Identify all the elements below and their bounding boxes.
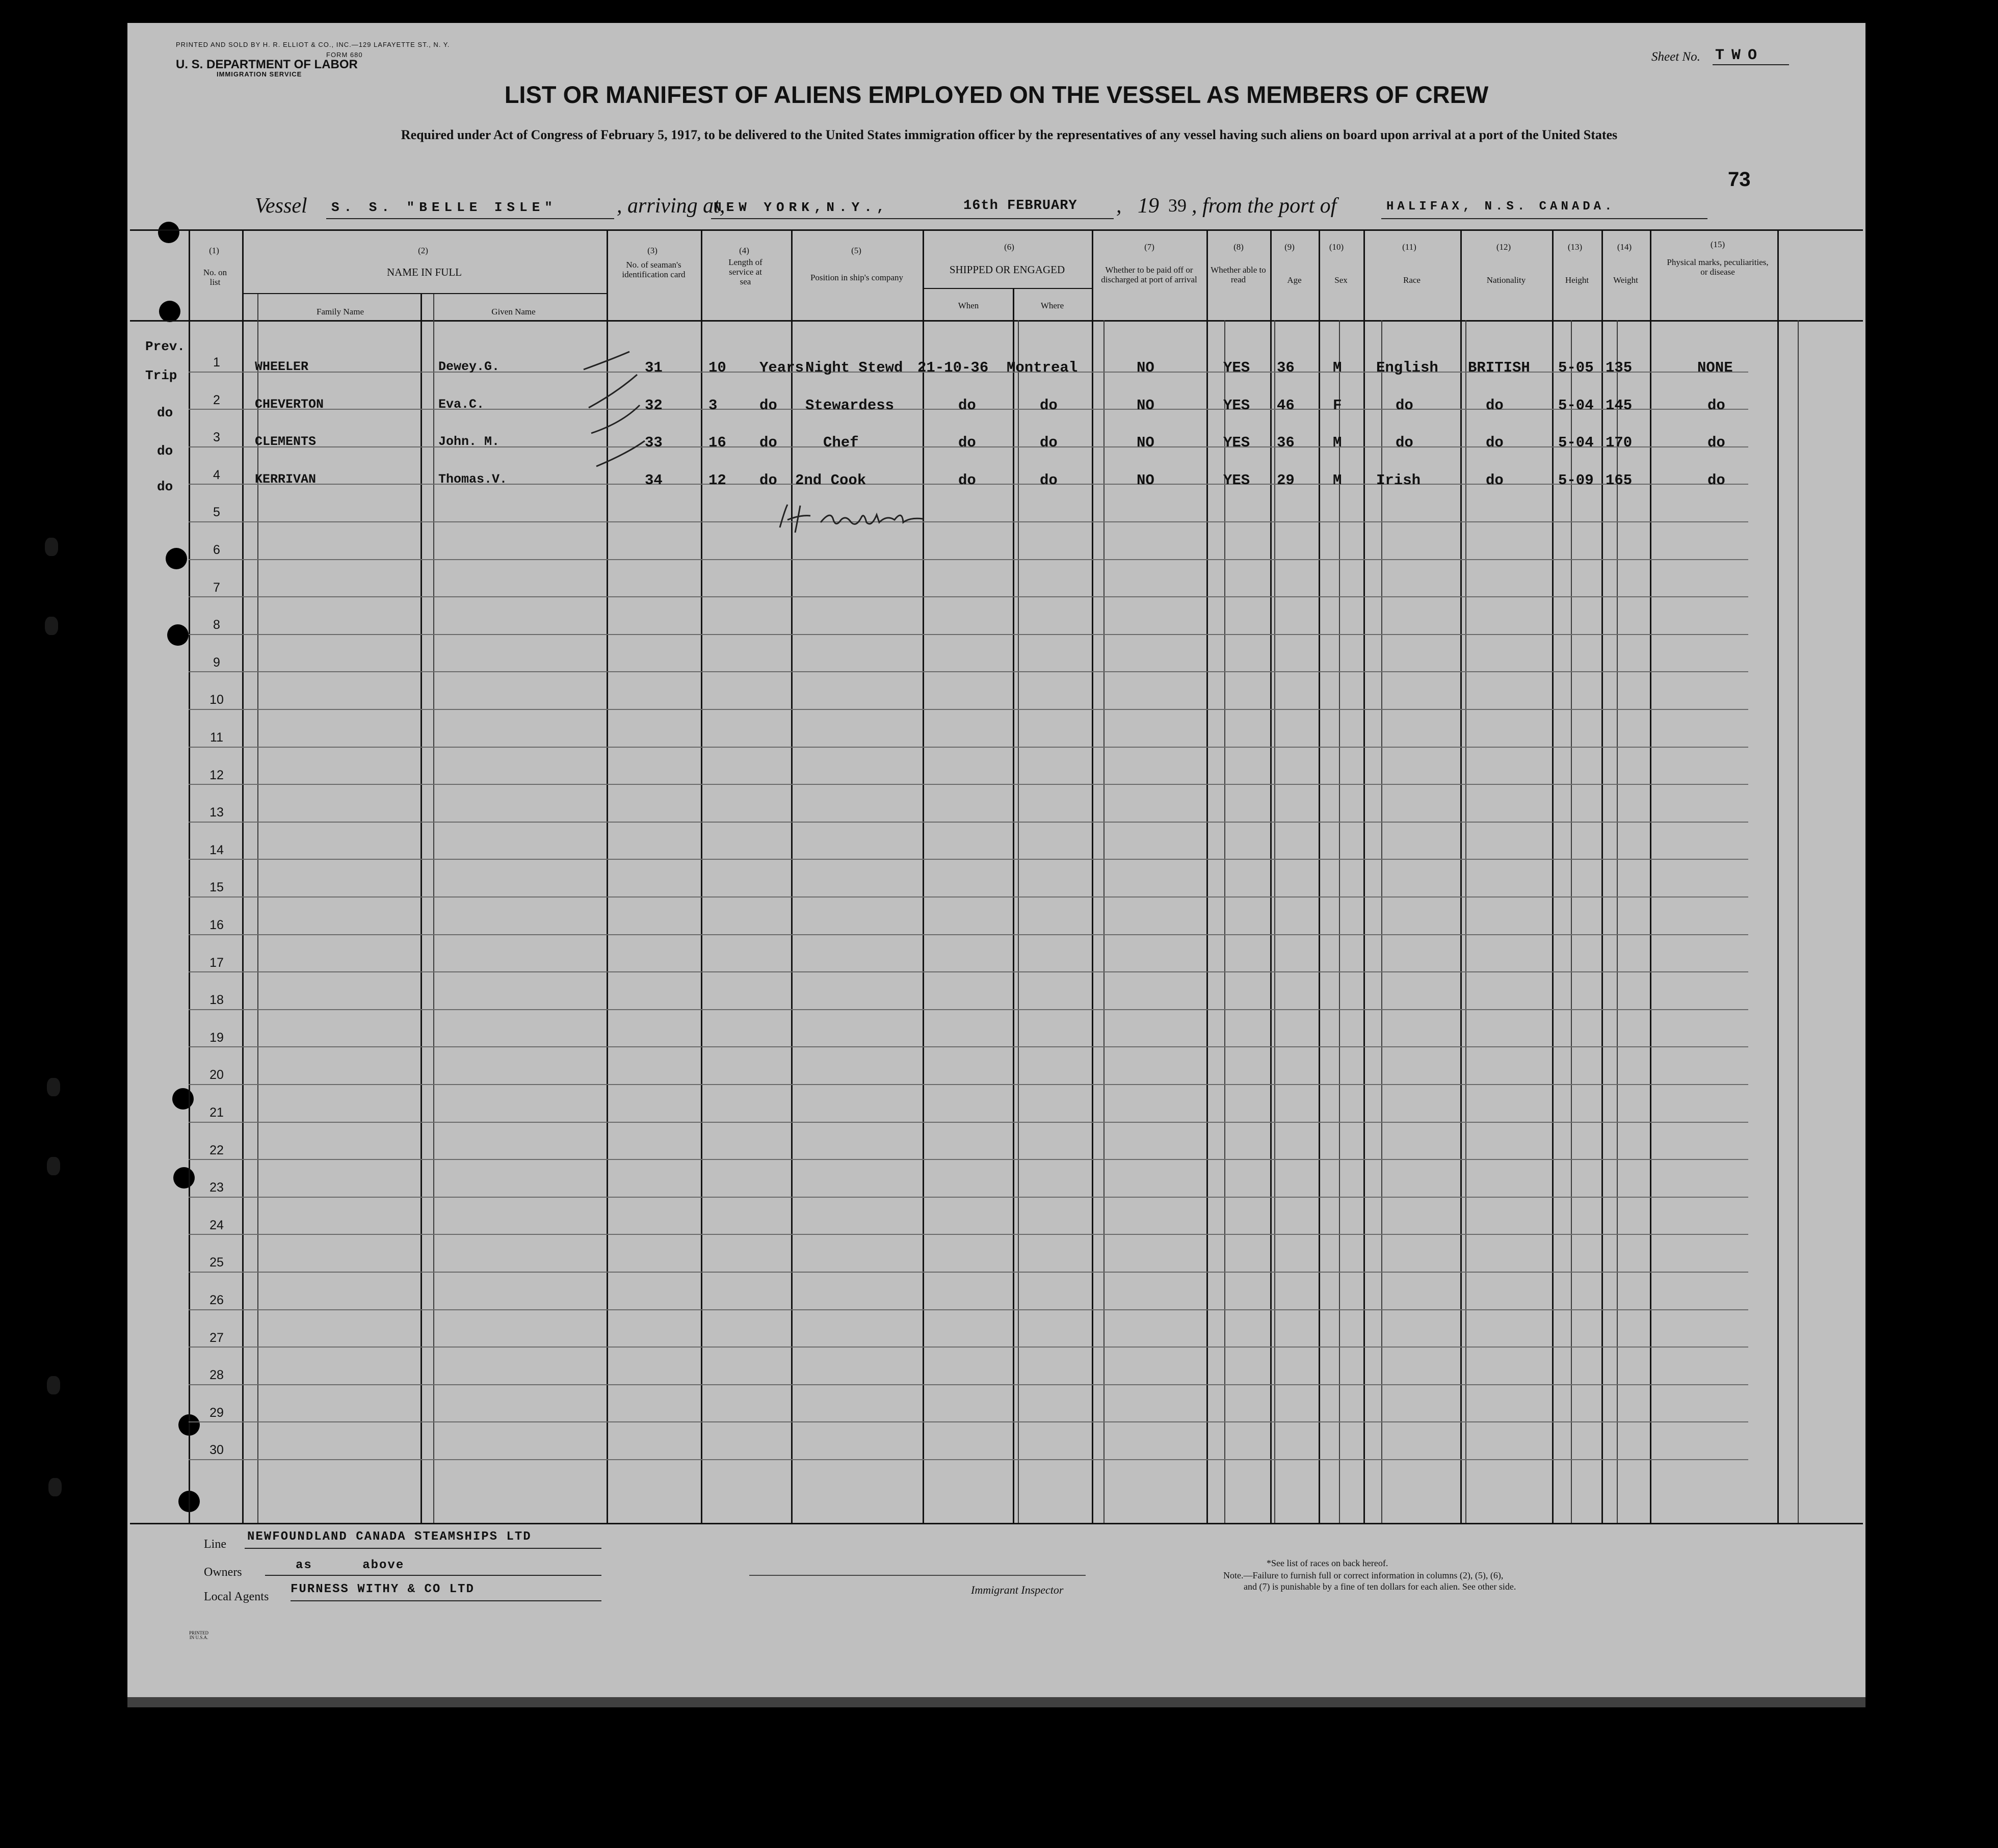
header-no-on-list: No. on list — [203, 268, 227, 287]
row-number: 2 — [213, 393, 220, 407]
row-number: 12 — [209, 768, 224, 782]
row-number: 1 — [213, 355, 220, 369]
header-weight: Weight — [1613, 275, 1638, 285]
row-number: 25 — [209, 1255, 224, 1270]
position-cell: Chef — [823, 434, 859, 451]
vessel-label: Vessel — [255, 194, 307, 218]
column-divider — [1103, 320, 1105, 1523]
able-to-read-cell: YES — [1223, 397, 1250, 414]
shipped-where-cell: do — [1040, 472, 1058, 489]
prev-trip-note: do — [157, 405, 173, 420]
immigrant-inspector-label: Immigrant Inspector — [971, 1583, 1064, 1596]
punch-hole — [166, 548, 187, 569]
row-number: 30 — [209, 1443, 224, 1457]
row-rule — [189, 971, 1748, 972]
service-length-cell: 10 — [708, 359, 726, 376]
column-number: (4) — [739, 246, 749, 255]
header-position: Position in ship's company — [810, 273, 904, 282]
weight-cell: 165 — [1606, 472, 1633, 489]
race-cell: Irish — [1376, 472, 1421, 489]
column-number: (2) — [418, 246, 428, 255]
column-divider — [1617, 320, 1618, 1523]
column-number: (10) — [1329, 242, 1344, 252]
header-age: Age — [1287, 275, 1302, 285]
able-to-read-cell: YES — [1223, 472, 1250, 489]
age-cell: 36 — [1277, 359, 1295, 376]
line-label: Line — [204, 1538, 226, 1551]
punch-hole — [167, 624, 189, 646]
physical-marks-cell: do — [1707, 434, 1725, 451]
physical-marks-cell: NONE — [1697, 359, 1733, 376]
punch-hole — [45, 538, 58, 556]
header-family-name: Family Name — [316, 307, 364, 316]
column-divider — [1460, 229, 1462, 1523]
from-label: , from the port of — [1192, 194, 1337, 218]
column-number: (9) — [1284, 242, 1295, 252]
column-divider — [242, 229, 244, 1523]
column-divider — [1552, 229, 1554, 1523]
weight-cell: 170 — [1606, 434, 1633, 451]
column-divider — [1650, 229, 1651, 1523]
department-name: U. S. DEPARTMENT OF LABOR — [176, 58, 358, 71]
owners-underline — [265, 1575, 601, 1576]
shipped-header-divider — [923, 288, 1092, 289]
column-number: (6) — [1004, 242, 1014, 252]
given-name-cell: Thomas.V. — [438, 472, 508, 487]
position-cell: Night Stewd — [805, 359, 903, 376]
row-rule — [189, 1122, 1748, 1123]
inspector-signature-line — [749, 1575, 1086, 1576]
paid-off-cell: NO — [1137, 397, 1154, 414]
punch-hole — [48, 1478, 62, 1496]
sheet-label: Sheet No. — [1651, 50, 1700, 64]
header-able-read: Whether able to read — [1211, 265, 1266, 284]
header-nationality: Nationality — [1486, 275, 1526, 285]
column-number: (11) — [1402, 242, 1416, 252]
column-number: (14) — [1617, 242, 1632, 252]
seaman-card-cell: 31 — [645, 359, 663, 376]
weight-cell: 145 — [1606, 397, 1633, 414]
row-rule — [189, 671, 1748, 672]
row-rule — [189, 747, 1748, 748]
row-number: 3 — [213, 430, 220, 444]
column-divider — [1381, 320, 1382, 1523]
local-agents-value: FURNESS WITHY & CO LTD — [291, 1582, 475, 1596]
given-name-cell: John. M. — [438, 434, 500, 449]
name-header-divider — [242, 293, 607, 294]
column-divider — [1018, 320, 1019, 1523]
row-number: 17 — [209, 956, 224, 970]
position-cell: 2nd Cook — [795, 472, 866, 489]
row-number: 5 — [213, 505, 220, 519]
column-divider — [1013, 288, 1014, 1523]
column-divider — [1363, 229, 1365, 1523]
row-rule — [189, 1197, 1748, 1198]
column-divider — [1274, 320, 1275, 1523]
height-cell: 5-09 — [1558, 472, 1594, 489]
sex-cell: M — [1333, 434, 1342, 451]
table-header-bottom — [130, 320, 1863, 322]
inspector-signature — [770, 499, 933, 540]
family-name-cell: CHEVERTON — [255, 397, 324, 412]
able-to-read-cell: YES — [1223, 434, 1250, 451]
row-rule — [189, 896, 1748, 897]
table-top-border — [130, 229, 1863, 231]
service-unit-cell: do — [759, 434, 777, 451]
row-rule — [189, 1046, 1748, 1047]
table-bottom-border — [130, 1523, 1863, 1524]
paper-shadow — [127, 1697, 1865, 1707]
service-unit-cell: do — [759, 397, 777, 414]
sex-cell: M — [1333, 472, 1342, 489]
row-number: 11 — [210, 730, 223, 745]
year-prefix: 19 — [1138, 194, 1159, 218]
header-race: Race — [1403, 275, 1421, 285]
able-to-read-cell: YES — [1223, 359, 1250, 376]
given-name-cell: Eva.C. — [438, 397, 485, 412]
row-number: 14 — [209, 843, 224, 857]
column-number: (7) — [1144, 242, 1154, 252]
column-number: (1) — [209, 246, 219, 255]
page-title: LIST OR MANIFEST OF ALIENS EMPLOYED ON THE VESSEL AS MEMBERS OF CREW — [504, 81, 1489, 108]
header-paid-off: Whether to be paid off or discharged at port of arrival — [1101, 265, 1197, 284]
row-number: 22 — [209, 1143, 224, 1157]
arrival-port: NEW YORK,N.Y., — [714, 200, 889, 215]
vessel-name: S. S. "BELLE ISLE" — [331, 200, 557, 215]
column-divider — [1339, 320, 1340, 1523]
height-cell: 5-04 — [1558, 434, 1594, 451]
row-number: 26 — [209, 1293, 224, 1307]
row-number: 16 — [209, 918, 224, 932]
arriving-label: , arriving at, — [617, 194, 725, 218]
physical-marks-cell: do — [1707, 472, 1725, 489]
row-rule — [189, 822, 1748, 823]
family-name-cell: KERRIVAN — [255, 472, 317, 487]
row-number: 10 — [209, 693, 224, 707]
row-rule — [189, 1272, 1748, 1273]
sex-cell: F — [1333, 397, 1342, 414]
penalty-note-2: and (7) is punishable by a fine of ten dollars for each alien. See other side. — [1244, 1581, 1516, 1592]
row-number: 19 — [209, 1031, 224, 1045]
column-divider — [1224, 320, 1225, 1523]
punch-hole — [158, 222, 179, 243]
service-length-cell: 3 — [708, 397, 718, 414]
date-comma: , — [1116, 194, 1122, 218]
header-length-service: Length of service at sea — [728, 257, 763, 286]
column-divider — [1319, 229, 1320, 1523]
weight-cell: 135 — [1606, 359, 1633, 376]
shipped-when-cell: 21-10-36 — [917, 359, 989, 376]
shipped-when-cell: do — [958, 472, 976, 489]
punch-hole — [159, 301, 180, 322]
handwritten-check-marks — [581, 347, 652, 489]
printer-credit: PRINTED AND SOLD BY H. R. ELLIOT & CO., INC.—129 LAFAYETTE ST., N. Y. — [176, 41, 450, 48]
height-cell: 5-05 — [1558, 359, 1594, 376]
nationality-cell: do — [1486, 434, 1504, 451]
row-rule — [189, 1347, 1748, 1348]
departure-port: HALIFAX, N.S. CANADA. — [1386, 200, 1616, 214]
header-physical: Physical marks, peculiarities, or disease — [1667, 257, 1769, 277]
owners-label: Owners — [204, 1566, 242, 1579]
row-rule — [189, 596, 1748, 597]
height-cell: 5-04 — [1558, 397, 1594, 414]
line-value: NEWFOUNDLAND CANADA STEAMSHIPS LTD — [247, 1530, 532, 1544]
header-name-in-full: NAME IN FULL — [387, 266, 462, 278]
nationality-cell: BRITISH — [1468, 359, 1530, 376]
row-rule — [189, 634, 1748, 635]
printer-mark: PRINTED IN U.S.A. — [189, 1630, 208, 1640]
row-number: 6 — [213, 543, 220, 557]
column-divider — [1092, 229, 1093, 1523]
sex-cell: M — [1333, 359, 1342, 376]
punch-hole — [172, 1088, 194, 1110]
seaman-card-cell: 34 — [645, 472, 663, 489]
header-given-name: Given Name — [491, 307, 536, 316]
column-number: (13) — [1567, 242, 1583, 252]
row-number: 27 — [209, 1331, 224, 1345]
column-divider — [1798, 320, 1799, 1523]
header-shipped-engaged: SHIPPED OR ENGAGED — [949, 263, 1065, 276]
header-when: When — [958, 301, 979, 310]
shipped-where-cell: Montreal — [1007, 359, 1078, 376]
row-number: 24 — [209, 1218, 224, 1232]
service-length-cell: 12 — [708, 472, 726, 489]
races-note: *See list of races on back hereof. — [1267, 1558, 1388, 1568]
vessel-underline — [326, 218, 614, 219]
row-number: 7 — [213, 580, 220, 595]
column-divider — [1206, 229, 1208, 1523]
service-length-cell: 16 — [708, 434, 726, 451]
sheet-number: TWO — [1715, 47, 1765, 64]
row-rule — [189, 1384, 1748, 1385]
column-number: (3) — [647, 246, 658, 255]
column-divider — [1571, 320, 1572, 1523]
prev-trip-note: do — [157, 479, 173, 494]
row-number: 18 — [209, 993, 224, 1007]
column-divider — [433, 293, 434, 1523]
age-cell: 36 — [1277, 434, 1295, 451]
punch-hole — [45, 617, 58, 635]
column-divider — [1270, 229, 1272, 1523]
punch-hole — [47, 1157, 60, 1175]
punch-hole — [47, 1078, 60, 1096]
row-rule — [189, 1009, 1748, 1010]
arrival-date: 16th FEBRUARY — [963, 198, 1077, 214]
line-underline — [245, 1548, 601, 1549]
page-subtitle: Required under Act of Congress of February 5, 1917, to be delivered to the United States immigration officer by the representatives of any vessel having such aliens on board upon arrival at a port of the United States — [401, 127, 1618, 142]
family-name-cell: WHEELER — [255, 359, 309, 374]
prev-trip-note: Prev. — [145, 339, 186, 354]
row-number: 15 — [209, 880, 224, 894]
column-divider — [1601, 229, 1603, 1523]
row-rule — [189, 1234, 1748, 1235]
date-underline — [711, 218, 1114, 219]
punch-hole — [173, 1167, 195, 1189]
year-suffix: 39 — [1168, 195, 1187, 216]
sheet-underline — [1713, 64, 1789, 65]
shipped-where-cell: do — [1040, 434, 1058, 451]
paid-off-cell: NO — [1137, 359, 1154, 376]
row-rule — [189, 859, 1748, 860]
service-name: IMMIGRATION SERVICE — [217, 70, 302, 78]
departure-underline — [1381, 218, 1707, 219]
row-rule — [189, 1309, 1748, 1310]
row-number: 8 — [213, 618, 220, 632]
row-rule — [189, 709, 1748, 710]
family-name-cell: CLEMENTS — [255, 434, 317, 449]
column-divider — [420, 293, 422, 1523]
header-height: Height — [1565, 275, 1589, 285]
shipped-when-cell: do — [958, 397, 976, 414]
prev-trip-note: Trip — [145, 368, 177, 383]
seaman-card-cell: 33 — [645, 434, 663, 451]
service-unit-cell: do — [759, 472, 777, 489]
age-cell: 29 — [1277, 472, 1295, 489]
race-cell: English — [1376, 359, 1438, 376]
row-rule — [189, 559, 1748, 560]
owners-value: as above — [296, 1559, 405, 1572]
form-number: FORM 680 — [326, 51, 363, 59]
header-sex: Sex — [1334, 275, 1348, 285]
row-number: 13 — [209, 805, 224, 820]
row-rule — [189, 521, 1748, 522]
column-number: (12) — [1496, 242, 1511, 252]
row-rule — [189, 1084, 1748, 1085]
race-cell: do — [1396, 434, 1413, 451]
row-rule — [189, 784, 1748, 785]
local-agents-label: Local Agents — [204, 1590, 269, 1603]
punch-hole — [47, 1376, 60, 1394]
row-rule — [189, 1159, 1748, 1160]
column-number: (15) — [1710, 240, 1725, 249]
row-number: 23 — [209, 1180, 224, 1195]
seaman-card-cell: 32 — [645, 397, 663, 414]
paid-off-cell: NO — [1137, 434, 1154, 451]
paid-off-cell: NO — [1137, 472, 1154, 489]
nationality-cell: do — [1486, 397, 1504, 414]
column-number: (8) — [1233, 242, 1244, 252]
row-number: 29 — [209, 1406, 224, 1420]
column-divider — [1465, 320, 1466, 1523]
column-divider — [923, 229, 924, 1523]
row-number: 9 — [213, 655, 220, 670]
column-divider — [791, 229, 793, 1523]
column-divider — [1777, 229, 1779, 1523]
row-rule — [189, 1459, 1748, 1460]
header-seaman-card: No. of seaman's identification card — [622, 260, 686, 279]
position-cell: Stewardess — [805, 397, 895, 414]
page-number: 73 — [1728, 168, 1751, 191]
header-where: Where — [1040, 301, 1064, 310]
row-number: 20 — [209, 1068, 224, 1082]
column-divider — [701, 229, 702, 1523]
prev-trip-note: do — [157, 443, 173, 459]
agents-underline — [291, 1600, 601, 1601]
shipped-where-cell: do — [1040, 397, 1058, 414]
row-rule — [189, 934, 1748, 935]
row-rule — [189, 1421, 1748, 1422]
given-name-cell: Dewey.G. — [438, 359, 500, 374]
shipped-when-cell: do — [958, 434, 976, 451]
column-divider — [189, 229, 190, 1523]
physical-marks-cell: do — [1707, 397, 1725, 414]
penalty-note-1: Note.—Failure to furnish full or correct information in columns (2), (5), (6), — [1223, 1570, 1504, 1580]
service-unit-cell: Years — [759, 359, 804, 376]
age-cell: 46 — [1277, 397, 1295, 414]
row-number: 21 — [209, 1105, 224, 1120]
row-number: 28 — [209, 1368, 224, 1382]
race-cell: do — [1396, 397, 1413, 414]
row-number: 4 — [213, 468, 220, 482]
nationality-cell: do — [1486, 472, 1504, 489]
column-number: (5) — [851, 246, 861, 255]
